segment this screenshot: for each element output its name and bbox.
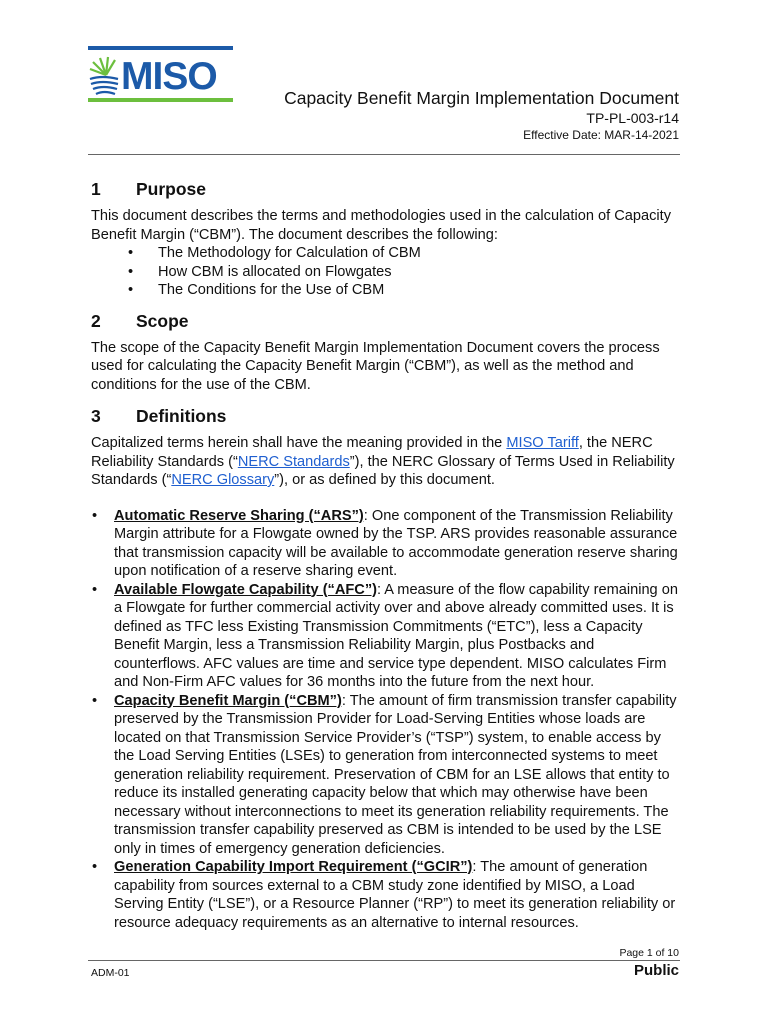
intro-text: ”), the NERC Glossary of Terms Used in Reliability Standards (“ xyxy=(91,453,675,488)
purpose-list xyxy=(91,244,681,300)
page-number: Page 1 of 10 xyxy=(619,947,679,959)
definition-term: Automatic Reserve Sharing (“ARS”) xyxy=(114,507,364,524)
intro-text: ”), or as defined by this document. xyxy=(274,472,495,488)
definitions-list xyxy=(91,507,681,933)
intro-text: Capitalized terms herein shall have the meaning provided in the xyxy=(91,435,507,451)
definition-item xyxy=(91,858,681,932)
definition-item xyxy=(91,581,681,692)
scope-body: The scope of the Capacity Benefit Margin Implementation Document covers the process used for calculating the Capacity Benefit Margin (“CBM”), as well as the method and conditions for the use of the CBM. xyxy=(91,339,660,393)
section-definitions xyxy=(91,405,681,932)
purpose-intro: This document describes the terms and methodologies used in the calculation of Capacity Benefit Margin (“CBM”). The document describes the following: xyxy=(91,208,672,243)
definition-term: Available Flowgate Capability (“AFC”) xyxy=(114,581,377,598)
document-title: Capacity Benefit Margin Implementation Document xyxy=(284,88,679,108)
nerc-glossary-link[interactable]: NERC Glossary xyxy=(171,472,275,488)
list-item: • The Conditions for the Use of CBM xyxy=(128,281,681,300)
definition-term: Generation Capability Import Requirement (“GCIR”) xyxy=(114,859,473,875)
section-heading xyxy=(91,310,681,332)
section-scope xyxy=(91,310,681,395)
section-title: Purpose xyxy=(136,179,207,199)
section-number: 2 xyxy=(91,310,101,331)
footer-divider xyxy=(88,960,680,961)
classification-label: Public xyxy=(633,962,679,979)
section-purpose xyxy=(91,178,681,300)
section-number: 3 xyxy=(91,406,101,426)
intro-text: , the NERC Reliability Standards (“ xyxy=(91,435,653,470)
definition-item xyxy=(91,692,681,859)
definitions-intro xyxy=(91,434,681,490)
section-title: Definitions xyxy=(136,406,227,426)
section-heading xyxy=(91,405,681,427)
document-body xyxy=(91,178,681,932)
definition-item xyxy=(91,507,681,581)
list-item: • How CBM is allocated on Flowgates xyxy=(128,263,681,282)
definition-term: Capacity Benefit Margin (“CBM”) xyxy=(114,692,342,709)
definition-text: : The amount of generation capability from sources external to a CBM study zone identified by MISO, a Load Serving Entity (“LSE”), or a Resource Planner (“RP”) to meet its generation reliability or resource adequacy requirements as an alternative to internal resources. xyxy=(114,859,676,931)
nerc-standards-link[interactable]: NERC Standards xyxy=(237,453,350,470)
definition-text: : One component of the Transmission Reliability Margin attribute for a Flowgate owned by the TSP. ARS provides reasonable assurance that transmission capacity will be available to accommodate generation reserve sharing upon notification of a reserve sharing event. xyxy=(114,507,678,579)
miso-logo xyxy=(88,44,233,106)
header-divider xyxy=(88,154,680,155)
definition-text: : A measure of the flow capability remaining on a Flowgate for further commercial activity over and above already committed uses. It is defined as TFC less Existing Transmission Commitments (“ETC”), less a Capacity Benefit Margin, less a Transmission Reliability Margin, plus Postbacks and counterflows. AFC values are time and service type dependent. MISO calculates Firm and Non-Firm AFC values for 36 months into the future from the next hour. xyxy=(114,581,678,690)
definition-text: : The amount of firm transmission transfer capability preserved by the Transmission Provider for Load-Serving Entities whose loads are located on that Transmission Service Provider’s (“TSP”) system, to enable access by the Load Serving Entities (LSEs) to generation from interconnected systems to meet generation reliability requirement. Preservation of CBM for an LSE allows that entity to reduce its installed generating capacity below that which may otherwise have been necessary without interconnections to meet its generation reliability requirements. The transmission transfer capability preserved as CBM is intended to be used by the LSE only in times of emergency generation deficiencies. xyxy=(114,692,677,857)
section-heading xyxy=(91,178,681,200)
miso-tariff-link[interactable]: MISO Tariff xyxy=(506,435,579,451)
document-code: ADM-01 xyxy=(91,967,130,979)
logo-wordmark: MISO xyxy=(121,55,217,98)
effective-date: Effective Date: MAR-14-2021 xyxy=(523,128,679,142)
document-number: TP-PL-003-r14 xyxy=(586,110,679,126)
section-number: 1 xyxy=(91,179,101,199)
list-item: • The Methodology for Calculation of CBM xyxy=(128,244,681,263)
section-title: Scope xyxy=(136,310,189,331)
